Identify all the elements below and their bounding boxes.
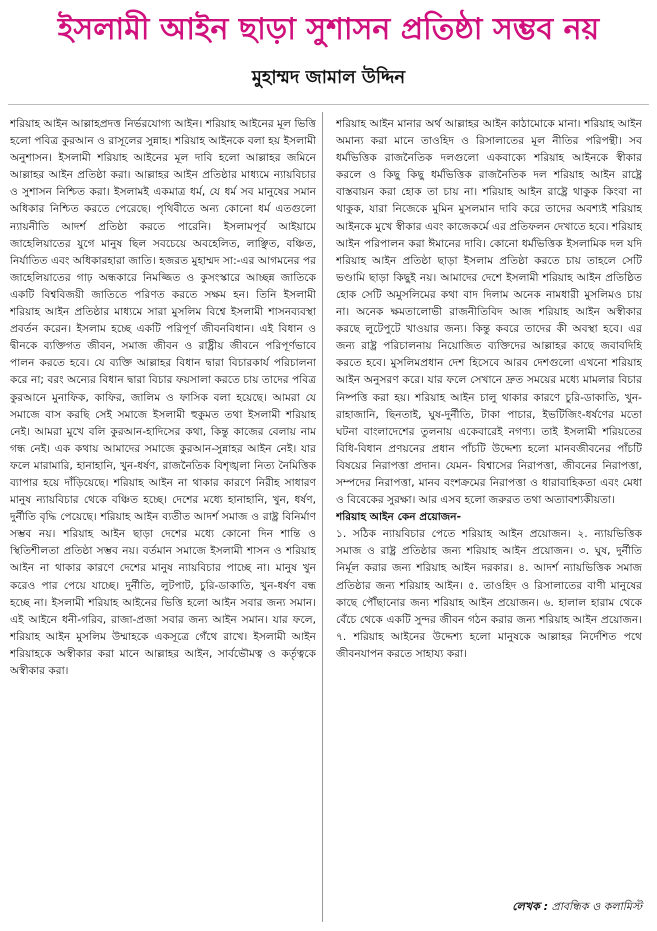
list-title: শরিয়াহ আইন কেন প্রয়োজন- — [336, 511, 461, 524]
left-column-text: শরিয়াহ আইন আল্লাহপ্রদত্ত নির্ভরযোগ্য আইন। শরিয়াহ আইনের মূল ভিত্তি হলো পবিত্র কুরআন ও রাসূলের সুন্নাহ। শরিয়াহ আইনকে বলা হয় ইসলামী অনুশাসন। ইসলামী শরিয়াহ আইনের মূল দাবি হলো আল্লাহর জমিনে আল্লাহর আইন প্রতিষ্ঠা করা। আল্লাহর আইন প্রতিষ্ঠার মাধ্যমে ন্যায়বিচার ও সুশাসন নিশ্চিত করা। ইসলামই একমাত্র ধর্ম, যে ধর্ম সব মানুষের সমান অধিকার নিশ্চিত করতে পেরেছে। পৃথিবীতে অন্য কোনো ধর্ম এতগুলো ন্যায়নীতি আদর্শ প্রতিষ্ঠা করতে পারেনি। ইসলামপূর্ব আইয়ামে জাহেলিয়াতের যুগে মানুষ ছিল সবচেয়ে অবহেলিত, লাঞ্ছিত, বঞ্চিত, নির্যাতিত এবং অধিকারহারা জাতি। হজরত মুহাম্মদ সা:-এর আগমনের পর জাহেলিয়াতের গাঢ় অন্ধকারে নিমজ্জিত ও কুসংস্কারে আচ্ছন্ন জাতিকে একটি বিশ্ববিজয়ী জাতিতে পরিণত করতে সক্ষম হন। তিনি ইসলামী শরিয়াহ আইন প্রতিষ্ঠার মাধ্যমে সারা মুসলিম বিশ্বে ইসলামী শাসনব্যবস্থা প্রবর্তন করেন। ইসলাম হচ্ছে একটি পরিপূর্ণ জীবনবিধান। এই বিধান ও দ্বীনকে ব্যক্তিগত জীবন, সমাজ জীবন ও রাষ্ট্রীয় জীবনে পরিপূর্ণভাবে পালন করতে হবে। যে ব্যক্তি আল্লাহর বিধান দ্বারা বিচারকার্য পরিচালনা করে না; বরং অন্যের বিধান দ্বারা বিচার ফয়সালা করতে চায় তাদের পবিত্র কুরআনে মুনাফিক, কাফির, জালিম ও ফাসিক বলা হয়েছে। আমরা যে সমাজে বাস করছি সেই সমাজে ইসলামী হুকুমত তথা ইসলামী শরিয়াহ নেই। আমরা মুখে বলি কুরআন-হাদিসের কথা, কিন্তু কাজের বেলায় নাম গন্ধ নেই। এক কথায় আমাদের সমাজে কুরআন-সুন্নাহর আইন নেই। যার ফলে মারামারি, হানাহানি, খুন-ধর্ষণ, রাজনৈতিক বিশৃঙ্খলা নিত্য নৈমিত্তিক ব্যাপার হয়ে দাঁড়িয়েছে। শরিয়াহ আইন না থাকার কারণে নিরীহ সাধারণ মানুষ ন্যায়বিচার থেকে বঞ্চিত হচ্ছে। দেশের মধ্যে হানাহানি, খুন, ধর্ষণ, দুর্নীতি বৃদ্ধি পেয়েছে। শরিয়াহ আইন ব্যতীত আদর্শ সমাজ ও রাষ্ট্র বিনির্মাণ সম্ভব নয়। শরিয়াহ আইন ছাড়া দেশের মধ্যে কোনো দিন শান্তি ও স্থিতিশীলতা প্রতিষ্ঠা সম্ভব নয়। বর্তমান সমাজে ইসলামী শাসন ও শরিয়াহ আইন না থাকার কারণে দেশের মানুষ ন্যায়বিচার পাচ্ছে না। মানুষ খুন করেও পার পেয়ে যাচ্ছে। দুর্নীতি, লুটপাট, চুরি-ডাকাতি, খুন-ধর্ষণ বন্ধ হচ্ছে না। ইসলামী শরিয়াহ আইনের ভিত্তি হলো আইন সবার জন্য সমান। এই আইনে ধনী-গরিব, রাজা-প্রজা সবার জন্য আইন সমান। যার ফলে, শরিয়াহ আইন মুসলিম উম্মাহকে একসূত্রে গেঁথে রাখে। ইসলামী আইন শরিয়াহকে অস্বীকার করা মানে আল্লাহর আইন, সার্বভৌমত্ব ও কর্তৃত্বকে অস্বীকার করা। — [10, 118, 316, 677]
right-column — [336, 116, 642, 890]
author-description: প্রাবন্ধিক ও কলামিস্ট — [551, 900, 642, 913]
column-divider — [322, 112, 323, 922]
author-label: লেখক : — [512, 900, 548, 913]
left-column — [10, 116, 316, 918]
author-byline: মুহাম্মদ জামাল উদ্দিন — [251, 67, 406, 88]
article-headline: ইসলামী আইন ছাড়া সুশাসন প্রতিষ্ঠা সম্ভব নয় — [57, 12, 600, 47]
right-column-text: শরিয়াহ আইন মানার অর্থ আল্লাহর আইন কাঠামোকে মানা। শরিয়াহ আইন অমান্য করা মানে তাওহিদ ও রিসালাতের মূল নীতির পরিপন্থী। সব ধর্মভিত্তিক রাজনৈতিক দলগুলো একবাক্যে শরিয়াহ আইনকে স্বীকার করলে ও কিছু কিছু ধর্মভিত্তিক রাজনৈতিক দল শরিয়াহ আইন রাষ্ট্রে বাস্তবায়ন করা হোক তা চায় না। শরিয়াহ আইন রাষ্ট্রে থাকুক কিংবা না থাকুক, যারা নিজেকে মুমিন মুসলমান দাবি করে তাদের অবশ্যই শরিয়াহ আইনকে মুখে স্বীকার এবং কাজেকর্মে এর প্রতিফলন দেখাতে হবে। শরিয়াহ আইন পরিপালন করা ঈমানের দাবি। কোনো ধর্মভিত্তিক ইসলামিক দল যদি শরিয়াহ আইন প্রতিষ্ঠা ছাড়া ইসলাম প্রতিষ্ঠা করতে চায় তাহলে সেটি ভণ্ডামি ছাড়া কিছুই নয়। আমাদের দেশে ইসলামী শরিয়াহ আইন প্রতিষ্ঠিত হোক সেটি অমুসলিমের কথা বাদ দিলাম অনেক নামধারী মুসলিমও চায় না। অনেক ক্ষমতালোভী রাজনীতিবিদ আজ শরিয়াহ আইন অস্বীকার করছে লুটেপুটে খাওয়ার জন্য। কিন্তু কবরে তাদের কী অবস্থা হবে। এর জন্য রাষ্ট্র পরিচালনায় নিয়োজিত ব্যক্তিদের আল্লাহর কাছে জবাবদিহি করতে হবে। মুসলিমপ্রধান দেশ হিসেবে আরব দেশগুলো এখনো শরিয়াহ আইন অনুসরণ করে। যার ফলে সেখানে দ্রুত সময়ের মধ্যে মামলার বিচার নিষ্পত্তি করা হয়। শরিয়াহ আইন চালু থাকার কারণে চুরি-ডাকাতি, খুন-রাহাজানি, ছিনতাই, ঘুষ-দুর্নীতি, টাকা পাচার, ইভটিজিং-ধর্ষণের মতো ঘটনা বাংলাদেশের তুলনায় একেবারেই নগণ্য। তাই ইসলামী শরিয়তের বিধি-বিধান প্রণয়নের প্রধান পাঁচটি উদ্দেশ্য হলো মানবজীবনের পাঁচটি বিষয়ের নিরাপত্তা প্রদান। যেমন- বিশ্বাসের নিরাপত্তা, জীবনের নিরাপত্তা, সম্পদের নিরাপত্তা, মানব বংশক্রমের নিরাপত্তা ও ধারাবাহিকতা এবং মেধা ও বিবেকের সুরক্ষা। আর এসব হলো জরুরত তথা অত্যাবশ্যকীয়তা। — [336, 118, 642, 507]
author-credit — [336, 897, 642, 917]
top-rule — [8, 104, 649, 105]
list-text: ১. সঠিক ন্যায়বিচার পেতে শরিয়াহ আইন প্রয়োজন। ২. ন্যায়ভিত্তিক সমাজ ও রাষ্ট্র প্রতিষ্ঠার জন্য শরিয়াহ আইন প্রয়োজন। ৩. ঘুষ, দুর্নীতি নির্মূল করার জন্য শরিয়াহ আইন দরকার। ৪. আদর্শ ন্যায়ভিত্তিক সমাজ প্রতিষ্ঠার জন্য শরিয়াহ আইন। ৫. তাওহিদ ও রিসালাতের বাণী মানুষের কাছে পৌঁছানোর জন্য শরিয়াহ আইন প্রয়োজন। ৬. হালাল হারাম থেকে বেঁচে থেকে একটি সুন্দর জীবন গঠন করার জন্য শরিয়াহ আইন প্রয়োজন। ৭. শরিয়াহ আইনের উদ্দেশ্য হলো মানুষকে আল্লাহর নির্দেশিত পথে জীবনযাপন করতে সাহায্য করা। — [336, 528, 642, 660]
